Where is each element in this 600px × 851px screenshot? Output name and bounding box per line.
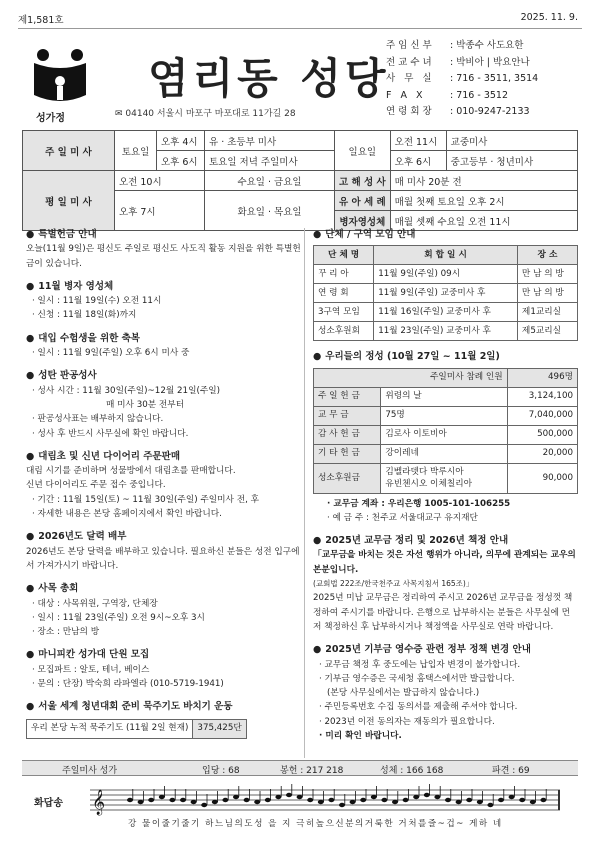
note-head xyxy=(487,803,493,807)
note-head xyxy=(180,798,186,802)
note-head xyxy=(530,800,536,804)
note-head xyxy=(244,798,250,802)
note-head xyxy=(212,800,218,804)
note-head xyxy=(477,800,483,804)
note-head xyxy=(307,798,313,802)
note-head xyxy=(328,798,334,802)
staff-info: 주임신부 : 박종수 사도요한 전교수녀 : 박비아 | 박요안나 사 무 실 : 716 - 3511, 3514 F A X : 716 - 3512 연령회장 : 010-9247-2133 xyxy=(386,40,539,117)
note-head xyxy=(466,798,472,802)
parish-name: 염리동 성당 xyxy=(148,54,390,103)
rosary-count-table: 우리 본당 누적 묵주기도 (11월 2일 현재) 375,425단 xyxy=(26,719,247,739)
treble-clef-icon: 𝄞 xyxy=(92,790,106,815)
note-head xyxy=(339,803,345,807)
note-head xyxy=(519,798,525,802)
note-head xyxy=(222,798,228,802)
response-label: 화답송 xyxy=(34,798,63,809)
note-head xyxy=(381,798,387,802)
holy-family-logo xyxy=(30,45,90,125)
music-staff xyxy=(90,784,560,818)
weekday-mass-label: 평 일 미 사 xyxy=(23,171,115,231)
note-head xyxy=(191,800,197,804)
note-head xyxy=(318,800,324,804)
hymn-bar: 주일미사 성가 입당 : 68 봉헌 : 217 218 성체 : 166 168 파견 : 69 xyxy=(22,760,578,776)
table-row: 주 일 헌 금 위령의 날 3,124,100 xyxy=(314,387,578,406)
note-head xyxy=(350,800,356,804)
response-lyrics: 강 물이줄기줄기 하느님의도성 을 지 극히높으신분의거룩한 거처를즐~겁~ 게하 네 xyxy=(128,819,503,829)
note-head xyxy=(233,795,239,799)
note-head xyxy=(286,793,292,797)
table-row: 성소후원회 11월 23일(주일) 교중미사 후 제5교리실 xyxy=(314,322,578,341)
note-head xyxy=(159,795,165,799)
header-divider xyxy=(18,28,582,29)
notes-group xyxy=(127,784,546,807)
left-column: ● 특별헌금 안내 오늘(11월 9일)은 평신도 주일로 평신도 사도직 활동 지원을 위한 특별헌금이 있습니다. ● 11월 병자 영성체 · 일시 : 11월 19일(수) 오전 11시 · 신청 : 11월 18일(화)까지 ● 대입 수험생을 위한 축복 · 일시 : 11월 9일(주일) 오후 6시 미사 중 ● 성탄 판공성사 · 성사 시간 : 11월 30일(주일)~12월 21일(주일) 매 미사 30분 전부터 · 판공성사표는 배부하지 않습니다. · 성사 후 반드시 사무실에 확인 바랍니다. ● 대림초 및 신년 다이어리 주문판매 대림 시기를 준비하며 성물방에서 대림초를 판매합니다. 신년 다이어리도 주문 접수 중입니다. · 기간 : 11월 15일(토) ~ 11월 30일(주일) 주일미사 전, 후 · 자세한 내용은 본당 홈페이지에서 확인 바랍니다. ● 2026년도 달력 배부 2026년도 본당 달력을 배부하고 있습니다. 필요하신 분들은 성전 입구에서 가져가시기 바랍니다. ● 사목 총회 · 대상 : 사목위원, 구역장, 단체장 · 일시 : 11월 23일(주일) 오전 9시~오후 3시 · 장소 : 만남의 방 ● 마니피칸 성가대 단원 모집 · 모집파트 : 알토, 테너, 베이스 · 문의 : 단장) 박숙희 라파엘라 (010-5719-1941) ● 서울 세계 청년대회 준비 묵주기도 바치기 운동 우리 본당 누적 묵주기도 (11월 2일 현재) 375,425단 xyxy=(26,228,301,739)
note-head xyxy=(403,798,409,802)
note-head xyxy=(148,798,154,802)
table-row: 교 무 금 75명 7,040,000 xyxy=(314,406,578,425)
note-head xyxy=(424,793,430,797)
note-head xyxy=(392,800,398,804)
right-column: ● 단체 / 구역 모임 안내 단 체 명 회 합 일 시 장 소 꾸 리 아 11월 9일(주일) 09시 만 남 의 방 연 령 회 11월 9일(주일) 교중미사 후 만 남 의 방 3구역 모임 11월 16일(주일) 교중미사 후 제1교리실 성소후원회 11월 23일(주일) 교중미사 후 제5교리실 ● 우리들의 정성 (10월 27일 ~ 11월 2일) 주일미사 참례 인원 496명 주 일 헌 금 위령의 날 3,124,100 교 무 금 75명 7,040,000 감 사 헌 금 김로사 이토비아 500,000 기 타 헌 금 강이레네 20,000 성소후원금 김벨라뎃다 박루시아 유빈첸시오 이체칠리아 90,000 · 교무금 계좌 : 우리은행 1005-101-106255 · 예 금 주 : 천주교 서울대교구 유지재단 ● 2025년 교무금 정리 및 2026년 책정 안내 「교무금을 바치는 것은 자선 행위가 아니라, 의무에 관계되는 교우의 본분입니다. (교회법 222조/한국천주교 사목지침서 165조)」 2025년 미납 교무금은 정리하여 주시고 2026년 교무금을 정성껏 책정하여 주시기를 바랍니다. 은행으로 납부하시는 분들은 사무실에 먼저 책정하신 후 납부하시거나 책정액을 사무실로 연락 바랍니다. ● 2025년 기부금 영수증 관련 정부 정책 변경 안내 · 교무금 책정 후 중도에는 납입자 변경이 불가합니다. · 기부금 영수증은 국세청 홈택스에서만 발급합니다. (본당 사무실에서는 발급하지 않습니다.) · 주민등록번호 수집 동의서를 제출해 주셔야 합니다. · 2023년 이전 동의자는 재동의가 필요합니다. · 미리 확인 바랍니다. xyxy=(313,228,578,743)
note-head xyxy=(540,798,546,802)
table-row: 꾸 리 아 11월 9일(주일) 09시 만 남 의 방 xyxy=(314,265,578,284)
note-head xyxy=(254,800,260,804)
note-head xyxy=(434,795,440,799)
parish-address: ✉ 04140 서울시 마포구 마포대로 11가길 28 xyxy=(115,109,296,119)
issue-number: 제1,581호 xyxy=(18,15,64,26)
note-head xyxy=(371,795,377,799)
table-row: 성소후원금 김벨라뎃다 박루시아 유빈첸시오 이체칠리아 90,000 xyxy=(314,463,578,493)
note-head xyxy=(127,798,133,802)
note-head xyxy=(265,798,271,802)
sunday-mass-label: 주 일 미 사 xyxy=(23,131,115,171)
note-head xyxy=(360,798,366,802)
table-row: 감 사 헌 금 김로사 이토비아 500,000 xyxy=(314,425,578,444)
note-head xyxy=(201,803,207,807)
logo-text: 성가정 xyxy=(36,113,65,124)
note-head xyxy=(297,795,303,799)
note-head xyxy=(169,798,175,802)
offering-table: 주일미사 참례 인원 496명 주 일 헌 금 위령의 날 3,124,100 교 무 금 75명 7,040,000 감 사 헌 금 김로사 이토비아 500,000 기 타 헌 금 강이레네 20,000 성소후원금 김벨라뎃다 박루시아 유빈첸시오 이체칠리아 90,000 xyxy=(313,368,578,494)
group-meeting-table: 단 체 명 회 합 일 시 장 소 꾸 리 아 11월 9일(주일) 09시 만 남 의 방 연 령 회 11월 9일(주일) 교중미사 후 만 남 의 방 3구역 모임 11월 16일(주일) 교중미사 후 제1교리실 성소후원회 11월 23일(주일) 교중미사 후 제5교리실 xyxy=(313,245,578,341)
table-row: 3구역 모임 11월 16일(주일) 교중미사 후 제1교리실 xyxy=(314,303,578,322)
note-head xyxy=(509,795,515,799)
note-head xyxy=(445,798,451,802)
note-head xyxy=(413,795,419,799)
section-title: ● 특별헌금 안내 xyxy=(26,228,301,242)
note-head xyxy=(498,798,504,802)
note-head xyxy=(456,800,462,804)
note-head xyxy=(275,795,281,799)
note-head xyxy=(138,800,144,804)
issue-date: 2025. 11. 9. xyxy=(520,12,578,23)
mass-schedule-table: 주 일 미 사 토요일 오후 4시 유 · 초등부 미사 일요일 오전 11시 교중미사 오후 6시 토요일 저녁 주일미사 오후 6시 중고등부 · 청년미사 평 일 미 사 오전 10시 수요일 · 금요일 고 해 성 사 매 미사 20분 전 오후 7시 화요일 · 목요일 유 아 세 례 매월 첫째 토요일 오후 2시 병자영성체 매월 셋째 수요일 오전 11시 xyxy=(22,130,578,231)
column-divider xyxy=(304,228,305,758)
table-row: 기 타 헌 금 강이레네 20,000 xyxy=(314,444,578,463)
table-row: 연 령 회 11월 9일(주일) 교중미사 후 만 남 의 방 xyxy=(314,284,578,303)
